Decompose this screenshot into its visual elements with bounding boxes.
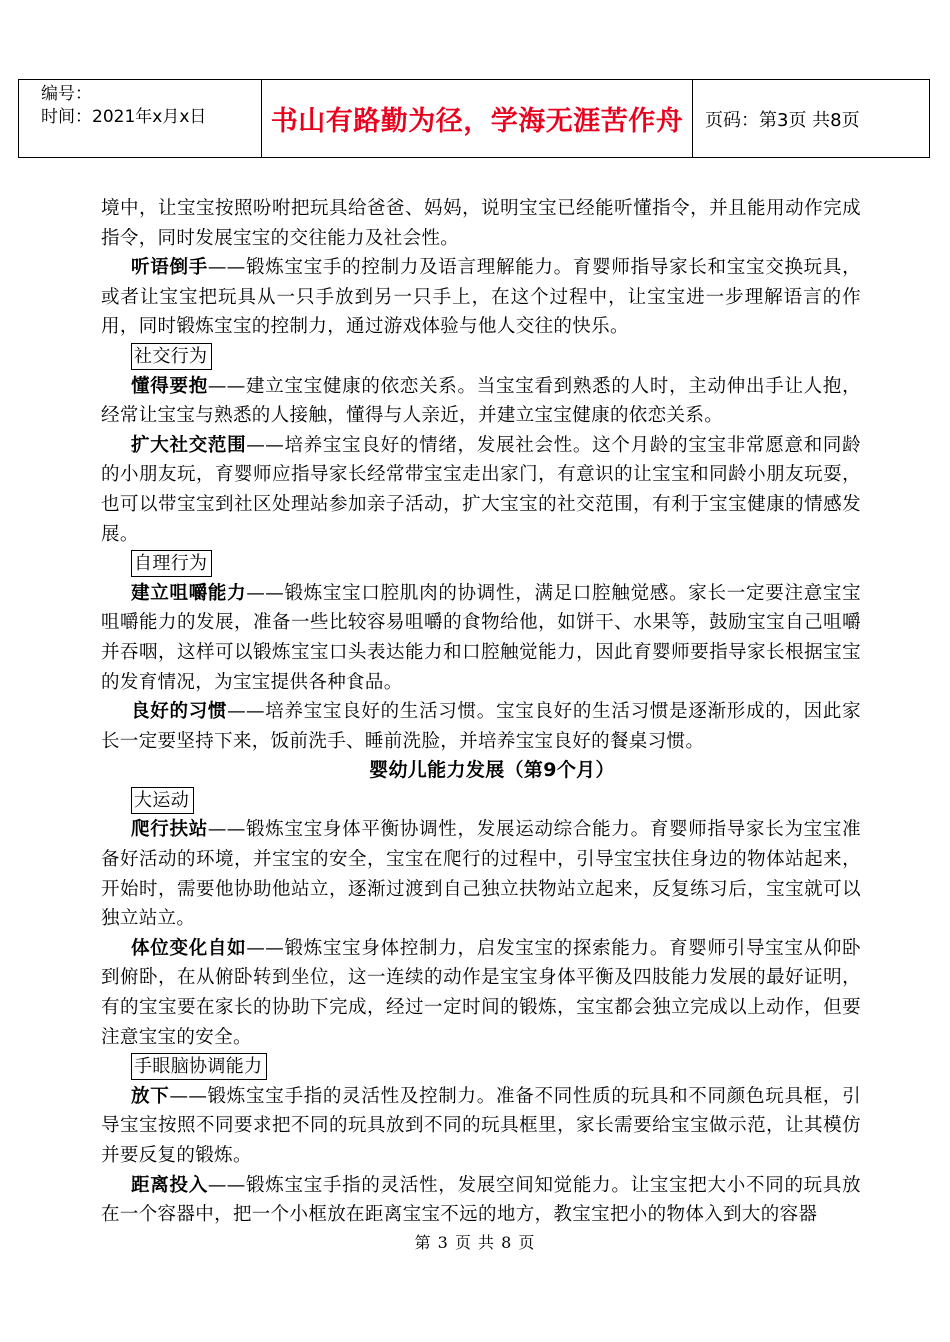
section-label: 社交行为 (131, 343, 212, 370)
item-text: ——锻炼宝宝手指的灵活性及控制力。准备不同性质的玩具和不同颜色玩具框，引导宝宝按照不同要求把不同的玩具放到不同的玩具框里，家长需要给宝宝做示范，让其模仿并要反复的锻炼。 (101, 1085, 861, 1166)
section-label: 大运动 (131, 787, 194, 814)
doc-time-label: 时间：2021年x月x日 (41, 107, 207, 127)
doc-number-label: 编号： (41, 84, 92, 104)
item-text: ——锻炼宝宝身体平衡协调性，发展运动综合能力。育婴师指导家长为宝宝准备好活动的环境，并宝宝的安全，宝宝在爬行的过程中，引导宝宝扶住身边的物体站起来，开始时，需要他协助他站立，逐渐过渡到自己独立扶物站立起来，反复练习后，宝宝就可以独立站立。 (101, 819, 861, 930)
chapter-heading: 婴幼儿能力发展（第9个月） (369, 759, 615, 782)
item-title: 建立咀嚼能力 (131, 582, 247, 604)
item-title: 懂得要抱 (131, 375, 208, 397)
item-text: ——锻炼宝宝手指的灵活性，发展空间知觉能力。让宝宝把大小不同的玩具放在一个容器中，把一个小框放在距离宝宝不远的地方，教宝宝把小的物体入到大的容器 (101, 1174, 861, 1226)
header-table (18, 79, 930, 158)
paragraph (101, 579, 861, 697)
header-page-info: 页码：第3页 共8页 (693, 80, 930, 158)
paragraph (101, 431, 861, 549)
item-text: ——培养宝宝良好的生活习惯。宝宝良好的生活习惯是逐渐形成的，因此家长一定要坚持下来，饭前洗手、睡前洗脸，并培养宝宝良好的餐桌习惯。 (101, 701, 861, 752)
section-heading (131, 549, 861, 579)
item-title: 放下 (131, 1085, 170, 1107)
section-heading (131, 1052, 861, 1082)
item-title: 体位变化自如 (131, 937, 247, 959)
item-text: ——锻炼宝宝口腔肌肉的协调性，满足口腔触觉感。家长一定要注意宝宝咀嚼能力的发展，准备一些比较容易咀嚼的食物给他，如饼干、水果等，鼓励宝宝自己咀嚼并吞咽，这样可以锻炼宝宝口头表达能力和口腔触觉能力，因此育婴师要指导家长根据宝宝的发育情况，为宝宝提供各种食品。 (101, 582, 861, 693)
item-title: 良好的习惯 (131, 701, 228, 723)
header-motto: 书山有路勤为径，学海无涯苦作舟 (262, 80, 693, 158)
section-heading (131, 342, 861, 372)
paragraph: 境中，让宝宝按照吩咐把玩具给爸爸、妈妈，说明宝宝已经能听懂指令，并且能用动作完成指令，同时发展宝宝的交往能力及社会性。 (101, 198, 861, 249)
paragraph (101, 372, 861, 431)
paragraph (101, 253, 861, 342)
header-meta (19, 80, 262, 158)
item-title: 扩大社交范围 (131, 434, 247, 456)
document-body (101, 194, 861, 1230)
item-text: ——建立宝宝健康的依恋关系。当宝宝看到熟悉的人时，主动伸出手让人抱，经常让宝宝与熟悉的人接触，懂得与人亲近，并建立宝宝健康的依恋关系。 (101, 375, 861, 427)
paragraph (101, 1082, 861, 1171)
section-heading (131, 786, 861, 816)
page-footer: 第 3 页 共 8 页 (414, 1233, 536, 1252)
paragraph (101, 697, 861, 756)
paragraph (101, 934, 861, 1052)
paragraph (101, 1171, 861, 1230)
item-text: ——锻炼宝宝身体控制力，启发宝宝的探索能力。育婴师引导宝宝从仰卧到俯卧，在从俯卧转到坐位，这一连续的动作是宝宝身体平衡及四肢能力发展的最好证明，有的宝宝要在家长的协助下完成，经过一定时间的锻炼，宝宝都会独立完成以上动作，但要注意宝宝的安全。 (101, 937, 861, 1048)
item-title: 爬行扶站 (131, 819, 208, 841)
section-label: 手眼脑协调能力 (131, 1053, 267, 1080)
paragraph (101, 815, 861, 933)
section-label: 自理行为 (131, 550, 212, 577)
item-text: ——培养宝宝良好的情绪，发展社会性。这个月龄的宝宝非常愿意和同龄的小朋友玩，育婴师应指导家长经常带宝宝走出家门，有意识的让宝宝和同龄小朋友玩耍，也可以带宝宝到社区处理站参加亲子活动，扩大宝宝的社交范围，有利于宝宝健康的情感发展。 (101, 434, 861, 545)
item-title: 距离投入 (131, 1174, 208, 1196)
item-title: 听语倒手 (131, 257, 208, 279)
item-text: ——锻炼宝宝手的控制力及语言理解能力。育婴师指导家长和宝宝交换玩具，或者让宝宝把玩具从一只手放到另一只手上，在这个过程中，让宝宝进一步理解语言的作用，同时锻炼宝宝的控制力，通过游戏体验与他人交往的快乐。 (101, 257, 861, 338)
